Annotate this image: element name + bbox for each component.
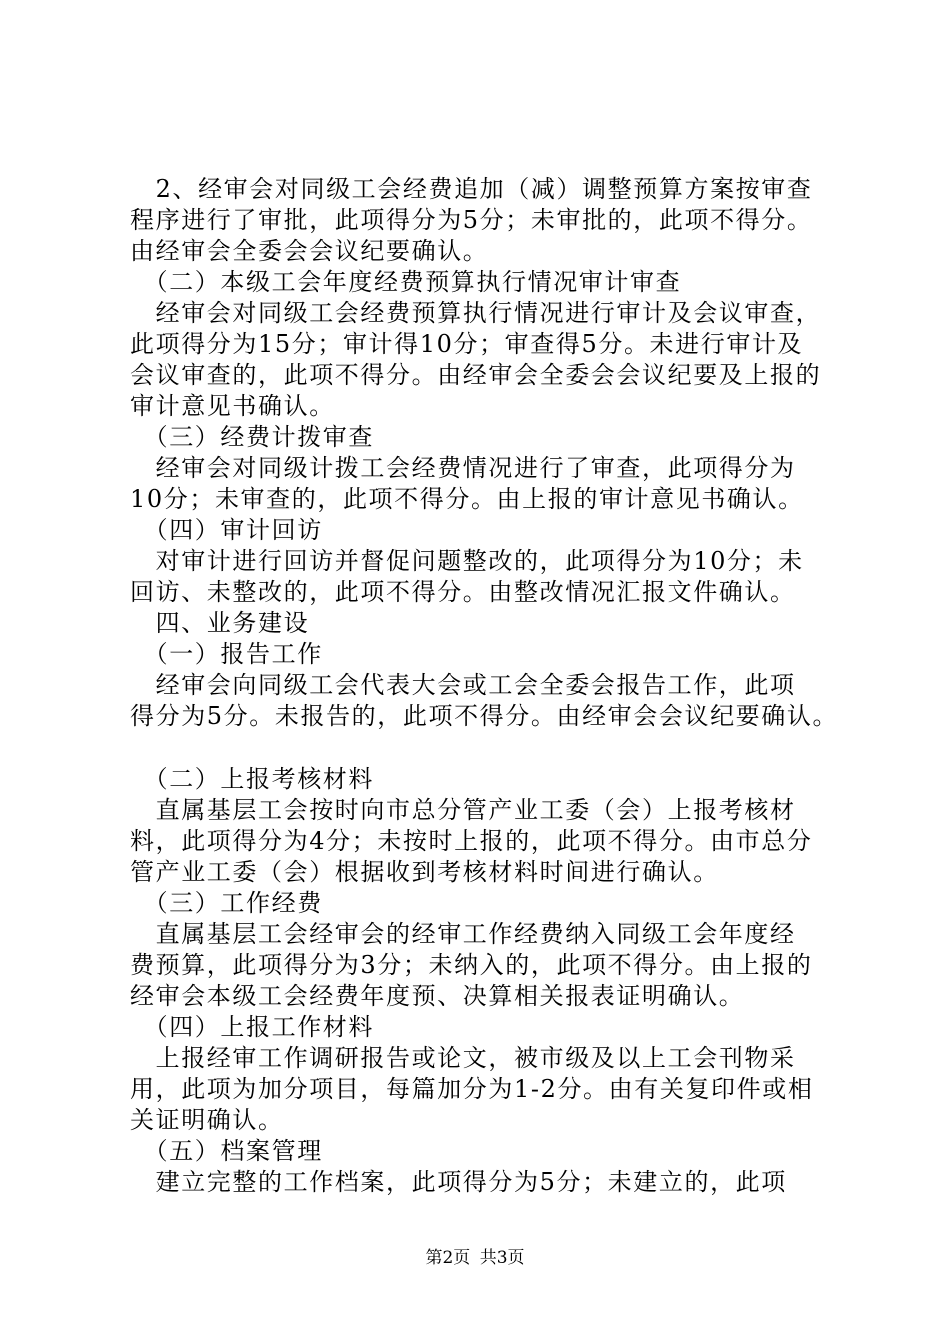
text-line: 直属基层工会经审会的经审工作经费纳入同级工会年度经 [130, 920, 796, 948]
section-heading: （三）工作经费 [130, 889, 323, 917]
page-number-footer: 第2页 共3页 [425, 1248, 525, 1268]
section-heading: （四）上报工作材料 [130, 1013, 374, 1041]
section-heading: （四）审计回访 [130, 516, 323, 544]
text-line: 2、经审会对同级工会经费追加（减）调整预算方案按审查 [130, 175, 813, 203]
section-heading: 四、业务建设 [130, 609, 310, 637]
text-line: 会议审查的，此项不得分。由经审会全委会会议纪要及上报的 [130, 361, 822, 389]
text-line: 上报经审工作调研报告或论文，被市级及以上工会刊物采 [130, 1044, 796, 1072]
text-line: 经审会向同级工会代表大会或工会全委会报告工作，此项 [130, 671, 796, 699]
text-line: 费预算，此项得分为3分；未纳入的，此项不得分。由上报的 [130, 951, 813, 979]
section-heading: （一）报告工作 [130, 640, 323, 668]
section-heading: （三）经费计拨审查 [130, 423, 374, 451]
text-line: 料，此项得分为4分；未按时上报的，此项不得分。由市总分 [130, 827, 813, 855]
text-line: 审计意见书确认。 [130, 392, 335, 420]
text-line: 用，此项为加分项目，每篇加分为1-2分。由有关复印件或相 [130, 1075, 814, 1103]
text-line: 得分为5分。未报告的，此项不得分。由经审会会议纪要确认。 [130, 702, 839, 730]
document-body [130, 174, 839, 1198]
text-line: 经审会对同级计拨工会经费情况进行了审查，此项得分为 [130, 454, 796, 482]
text-line: 对审计进行回访并督促问题整改的，此项得分为10分；未 [130, 547, 804, 575]
text-line: 经审会本级工会经费年度预、决算相关报表证明确认。 [130, 982, 745, 1010]
text-line: 程序进行了审批，此项得分为5分；未审批的，此项不得分。 [130, 206, 813, 234]
text-line: 直属基层工会按时向市总分管产业工委（会）上报考核材 [130, 796, 796, 824]
section-heading: （二）本级工会年度经费预算执行情况审计审查 [130, 268, 682, 296]
text-line: 回访、未整改的，此项不得分。由整改情况汇报文件确认。 [130, 578, 796, 606]
text-line: 建立完整的工作档案，此项得分为5分；未建立的，此项 [130, 1168, 787, 1196]
text-line: 由经审会全委会会议纪要确认。 [130, 237, 489, 265]
text-line: 管产业工委（会）根据收到考核材料时间进行确认。 [130, 858, 719, 886]
text-line: 关证明确认。 [130, 1106, 284, 1134]
section-heading: （二）上报考核材料 [130, 765, 374, 793]
text-line: 10分；未审查的，此项不得分。由上报的审计意见书确认。 [130, 485, 804, 513]
blank-line [130, 732, 830, 764]
text-line: 经审会对同级工会经费预算执行情况进行审计及会议审查， [130, 299, 822, 327]
text-line: 此项得分为15分；审计得10分；审查得5分。未进行审计及 [130, 330, 804, 358]
section-heading: （五）档案管理 [130, 1137, 323, 1165]
